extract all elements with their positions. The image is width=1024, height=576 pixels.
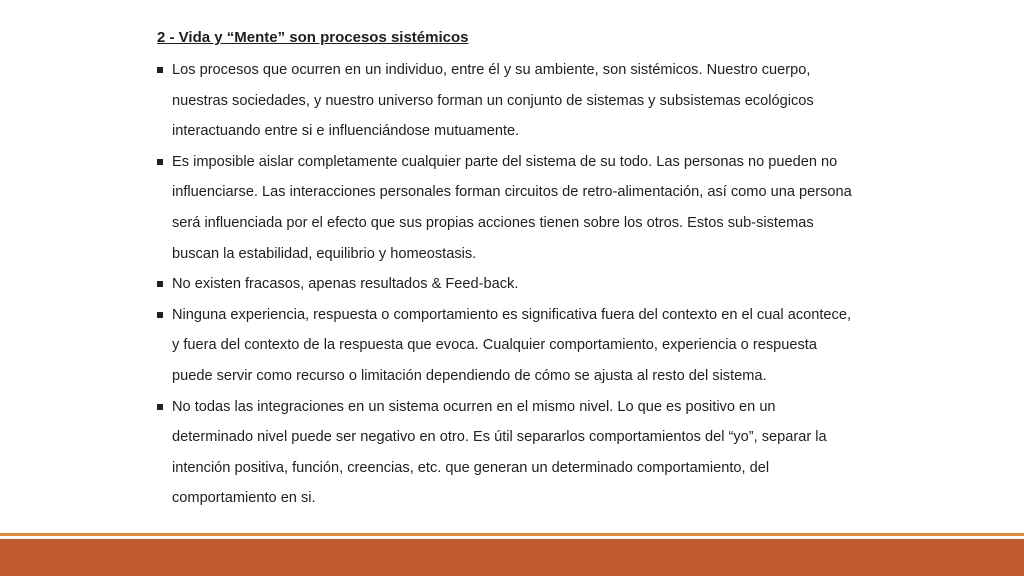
square-bullet-icon (157, 67, 163, 73)
square-bullet-icon (157, 312, 163, 318)
bullet-item-3 (157, 269, 857, 300)
bullet-item-2 (157, 147, 857, 269)
footer-bar (0, 539, 1024, 576)
square-bullet-icon (157, 404, 163, 410)
bullet-item-1 (157, 55, 857, 147)
bullet-list (157, 55, 857, 514)
bullet-text: Ninguna experiencia, respuesta o comportamiento es significativa fuera del contexto en el cual acontece, y fuera del contexto de la respuesta que evoca. Cualquier comportamiento, experiencia o respuesta puede servir como recurso o limitación dependiendo de cómo se ajusta al resto del sistema. (172, 306, 852, 384)
bullet-text: No existen fracasos, apenas resultados & Feed-back. (172, 276, 519, 293)
bullet-item-4 (157, 300, 857, 392)
slide-content (157, 24, 857, 514)
bullet-item-5 (157, 392, 857, 514)
square-bullet-icon (157, 159, 163, 165)
slide-title: 2 - Vida y “Mente” son procesos sistémicos (157, 29, 469, 46)
bullet-text: Es imposible aislar completamente cualquier parte del sistema de su todo. Las personas no pueden no influenciarse. Las interacciones personales forman circuitos de retro-alimentación, así como una persona será influenciada por el efecto que sus propias acciones tienen sobre los otros. Estos sub-sistemas buscan la estabilidad, equilibrio y homeostasis. (172, 153, 852, 262)
bullet-text: Los procesos que ocurren en un individuo, entre él y su ambiente, son sistémicos. Nuestro cuerpo, nuestras sociedades, y nuestro universo forman un conjunto de sistemas y subsistemas ecológicos interactuando entre si e influenciándose mutuamente. (172, 62, 814, 140)
square-bullet-icon (157, 281, 163, 287)
bullet-text: No todas las integraciones en un sistema ocurren en el mismo nivel. Lo que es positivo en un determinado nivel puede ser negativo en otro. Es útil separarlos comportamientos del “yo”, separar la intención positiva, función, creencias, etc. que generan un determinado comportamiento, del comportamiento en si. (172, 398, 827, 507)
accent-divider-line (0, 533, 1024, 536)
